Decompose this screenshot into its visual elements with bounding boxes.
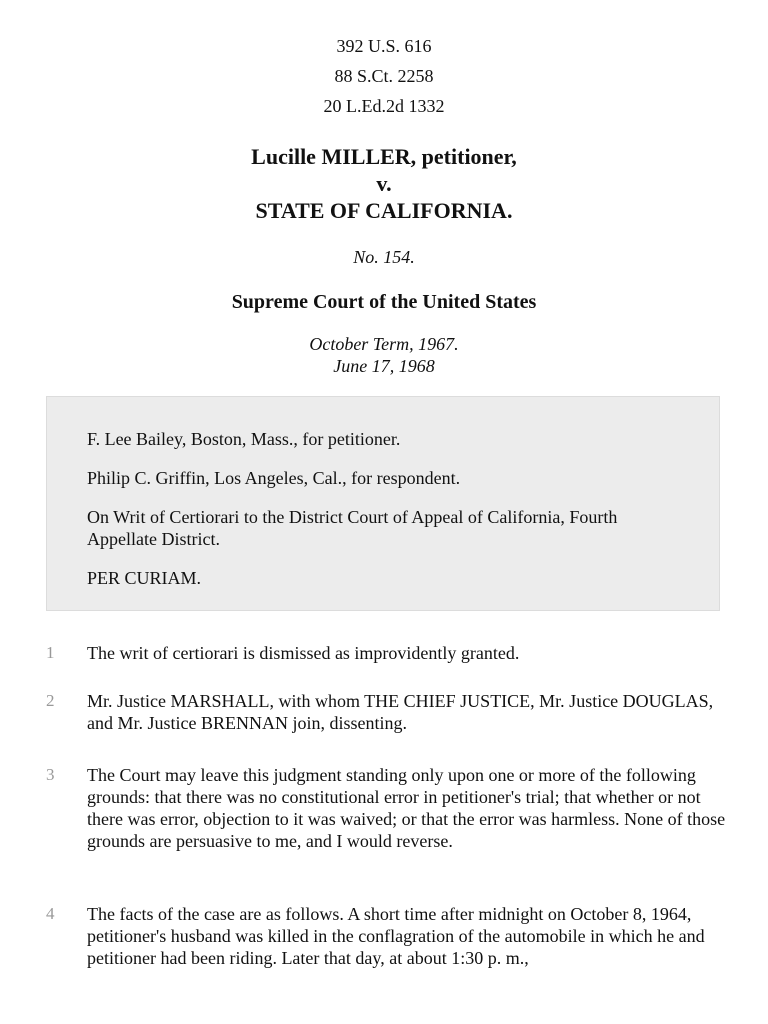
paragraph-number: 2 — [46, 691, 55, 710]
lawyers-edition-citation: 20 L.Ed.2d 1332 — [323, 96, 445, 116]
court-name: Supreme Court of the United States — [231, 291, 537, 313]
versus: v. — [376, 171, 392, 196]
counsel-box — [46, 396, 720, 611]
petitioner-counsel: F. Lee Bailey, Boston, Mass., for petitioner. — [87, 429, 401, 449]
petitioner-name: Lucille MILLER, petitioner, — [251, 144, 517, 169]
respondent-counsel: Philip C. Griffin, Los Angeles, Cal., for respondent. — [87, 468, 461, 488]
term-label: October Term, 1967. — [309, 334, 459, 354]
docket-number: No. 154. — [353, 247, 415, 267]
paragraph-number: 4 — [46, 904, 55, 923]
paragraph-number: 1 — [46, 643, 55, 662]
paragraph-text: The writ of certiorari is dismissed as improvidently granted. — [87, 643, 520, 663]
decision-term — [0, 333, 768, 377]
paragraph-text: The facts of the case are as follows. A short time after midnight on October 8, 1964, petitioner's husband was killed in the conflagration of the automobile in which he and petitioner had been riding. Later that day, at about 1:30 p. m., — [87, 904, 705, 968]
writ-description: On Writ of Certiorari to the District Court of Appeal of California, Fourth Appellate District. — [87, 507, 618, 549]
paragraph-text: Mr. Justice MARSHALL, with whom THE CHIEF JUSTICE, Mr. Justice DOUGLAS, and Mr. Justice BRENNAN join, dissenting. — [87, 691, 714, 733]
case-caption — [0, 143, 768, 224]
us-reports-citation: 392 U.S. 616 — [336, 36, 432, 56]
respondent-name: STATE OF CALIFORNIA. — [255, 198, 513, 223]
citations — [0, 36, 768, 126]
per-curiam-label: PER CURIAM. — [87, 568, 202, 588]
paragraph-number: 3 — [46, 765, 55, 784]
supreme-court-reporter-citation: 88 S.Ct. 2258 — [334, 66, 434, 86]
paragraph-text: The Court may leave this judgment standing only upon one or more of the following grounds: that there was no constitutional error in petitioner's trial; that whether or not there was error, objection to it was waived; or that the error was harmless. None of those grounds are persuasive to me, and I would reverse. — [87, 765, 726, 851]
decision-date: June 17, 1968 — [333, 356, 435, 376]
